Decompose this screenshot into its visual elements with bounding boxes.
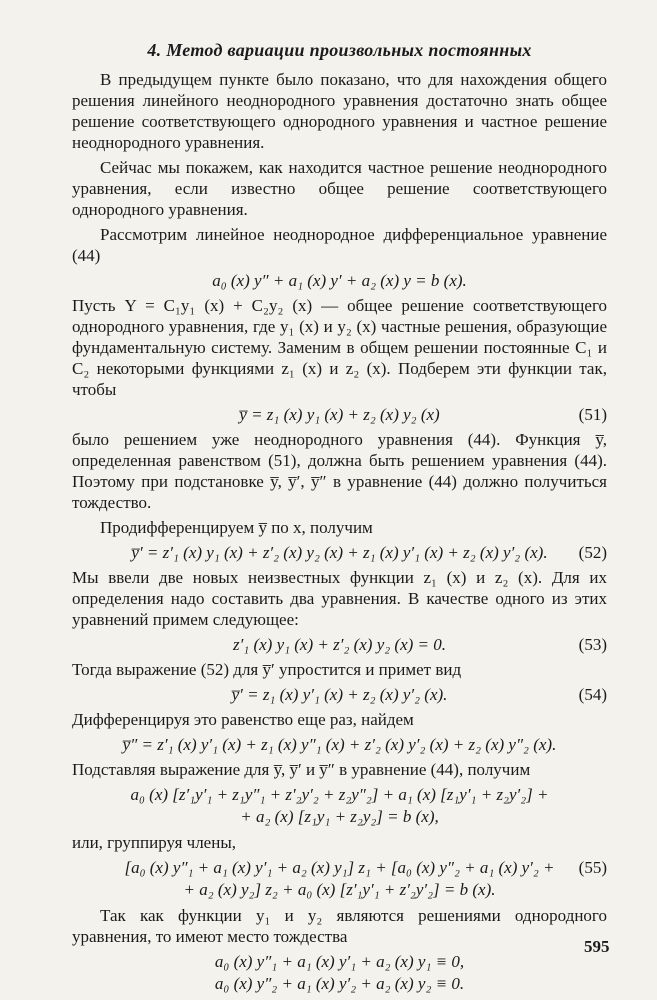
equation-line: a₀ (x) y″₂ + a₁ (x) y′₂ + a₂ (x) y₂ ≡ 0. xyxy=(214,974,465,993)
equation-number: (53) xyxy=(578,635,607,654)
paragraph: Продифференцируем y̅ по x, получим xyxy=(100,518,373,537)
equation xyxy=(72,784,607,828)
paragraph: было решением уже неоднородного уравнения (44). Функция y̅, определенная равенством (51), должна быть решением уравнения (44). Поэтому при подстановке y̅, y̅′, y̅″ в уравнение (44) должно получиться тождество. xyxy=(72,430,607,512)
equation xyxy=(72,404,607,425)
equation xyxy=(72,951,607,995)
equation-line: y̅ = z₁ (x) y₁ (x) + z₂ (x) y₂ (x) xyxy=(239,405,440,424)
equation-line: a₀ (x) y″₁ + a₁ (x) y′₁ + a₂ (x) y₁ ≡ 0, xyxy=(214,952,465,971)
equation-line: + a₂ (x) [z₁y₁ + z₂y₂] = b (x), xyxy=(240,807,439,826)
equation-number: (55) xyxy=(578,858,607,877)
text-content xyxy=(72,69,607,995)
equation xyxy=(72,270,607,291)
equation-line: y̅′ = z′₁ (x) y₁ (x) + z′₂ (x) y₂ (x) + z₁ (x) y′₁ (x) + z₂ (x) y′₂ (x). xyxy=(131,543,548,562)
equation xyxy=(72,734,607,755)
paragraph: Так как функции y₁ и y₂ являются решениями однородного уравнения, то имеют место тождества xyxy=(72,906,607,946)
equation-line: z′₁ (x) y₁ (x) + z′₂ (x) y₂ (x) = 0. xyxy=(232,635,447,654)
paragraph: В предыдущем пункте было показано, что для нахождения общего решения линейного неоднородного уравнения достаточно знать общее решение соответствующего однородного уравнения и частное решение неоднородного уравнения. xyxy=(72,70,607,152)
paragraph: Дифференцируя это равенство еще раз, найдем xyxy=(72,710,414,729)
paragraph: Тогда выражение (52) для y̅′ упростится и примет вид xyxy=(72,660,462,679)
page-number: 595 xyxy=(584,937,610,956)
equation-line: y̅′ = z₁ (x) y′₁ (x) + z₂ (x) y′₂ (x). xyxy=(231,685,448,704)
equation xyxy=(72,684,607,705)
paragraph: Мы ввели две новых неизвестных функции z₁ (x) и z₂ (x). Для их определения надо составить два уравнения. В качестве одного из этих уравнений примем следующее: xyxy=(72,568,607,629)
paragraph: или, группируя члены, xyxy=(72,833,236,852)
paragraph: Подставляя выражение для y̅, y̅′ и y̅″ в уравнение (44), получим xyxy=(72,760,531,779)
paragraph: Пусть Y = C₁y₁ (x) + C₂y₂ (x) — общее решение соответствующего однородного уравнения, где y₁ (x) и y₂ (x) частные решения, образующие фундаментальную систему. Заменим в общем решении постоянные C₁ и C₂ некоторыми функциями z₁ (x) и z₂ (x). Подберем эти функции так, чтобы xyxy=(72,296,607,399)
paragraph: Рассмотрим линейное неоднородное дифференциальное уравнение (44) xyxy=(72,225,607,265)
equation-number: (54) xyxy=(578,685,607,704)
equation-line: y̅″ = z′₁ (x) y′₁ (x) + z₁ (x) y″₁ (x) + z′₂ (x) y′₂ (x) + z₂ (x) y″₂ (x). xyxy=(122,735,557,754)
equation-line: + a₂ (x) y₂] z₂ + a₀ (x) [z′₁y′₁ + z′₂y′₂] = b (x). xyxy=(183,880,496,899)
equation-number: (52) xyxy=(578,543,607,562)
equation xyxy=(72,634,607,655)
equation-number: (51) xyxy=(578,405,607,424)
equation-line: a₀ (x) [z′₁y′₁ + z₁y″₁ + z′₂y′₂ + z₂y″₂] + a₁ (x) [z₁y′₁ + z₂y′₂] + xyxy=(130,785,549,804)
page-body xyxy=(72,40,607,999)
paragraph: Сейчас мы покажем, как находится частное решение неоднородного уравнения, если известно общее решение соответствующего однородного уравнения. xyxy=(72,158,607,219)
equation-line: a₀ (x) y″ + a₁ (x) y′ + a₂ (x) y = b (x). xyxy=(212,271,467,290)
equation xyxy=(72,542,607,563)
section-title: 4. Метод вариации произвольных постоянных xyxy=(147,40,532,60)
equation xyxy=(72,857,607,901)
equation-line: [a₀ (x) y″₁ + a₁ (x) y′₁ + a₂ (x) y₁] z₁ + [a₀ (x) y″₂ + a₁ (x) y′₂ + xyxy=(124,858,555,877)
